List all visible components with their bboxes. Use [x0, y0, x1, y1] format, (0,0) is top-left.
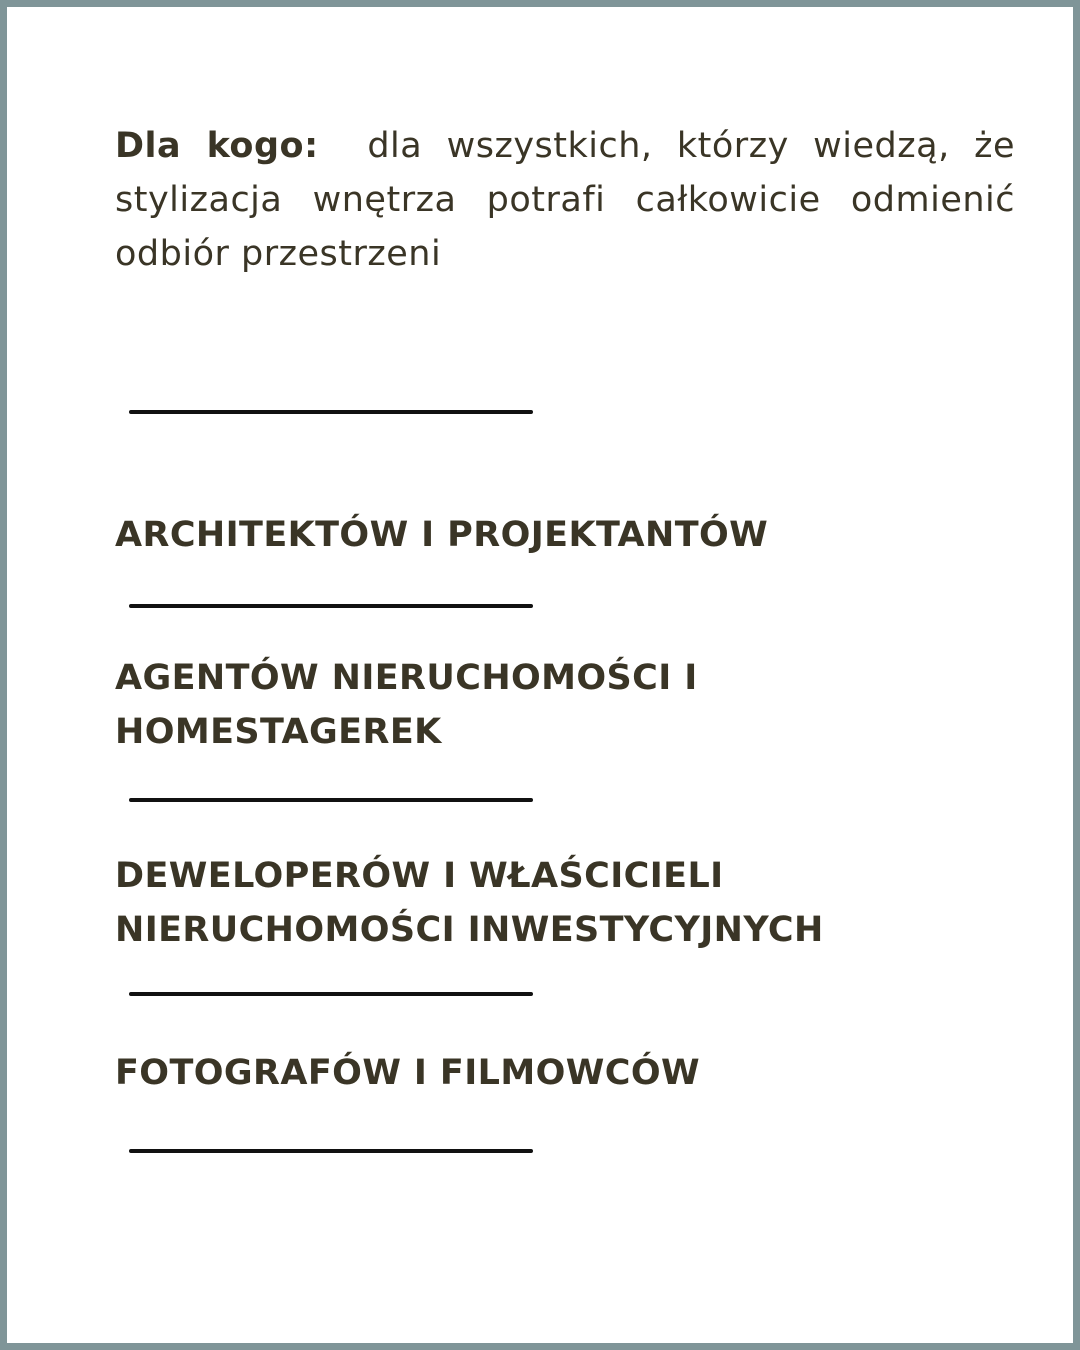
divider-line	[129, 410, 533, 414]
audience-item-photographers	[115, 1046, 1015, 1100]
audience-item-developers	[115, 849, 1015, 957]
audience-line: DEWELOPERÓW I WŁAŚCICIELI	[115, 856, 724, 896]
audience-line: AGENTÓW NIERUCHOMOŚCI I	[115, 658, 698, 698]
audience-item-agents	[115, 651, 1015, 759]
divider-line	[129, 1149, 533, 1153]
divider-line	[129, 798, 533, 802]
audience-item-architects	[115, 508, 1015, 562]
audience-line: ARCHITEKTÓW I PROJEKTANTÓW	[115, 515, 769, 555]
intro-paragraph	[115, 119, 1015, 281]
intro-text: dla wszystkich, którzy wiedzą, że stylizacja wnętrza potrafi całkowicie odmienić odbiór przestrzeni	[115, 126, 1015, 274]
audience-line: FOTOGRAFÓW I FILMOWCÓW	[115, 1053, 700, 1093]
audience-line: HOMESTAGEREK	[115, 712, 442, 752]
divider-line	[129, 604, 533, 608]
audience-line: NIERUCHOMOŚCI INWESTYCYJNYCH	[115, 910, 824, 950]
divider-line	[129, 992, 533, 996]
intro-label: Dla kogo:	[115, 126, 319, 166]
